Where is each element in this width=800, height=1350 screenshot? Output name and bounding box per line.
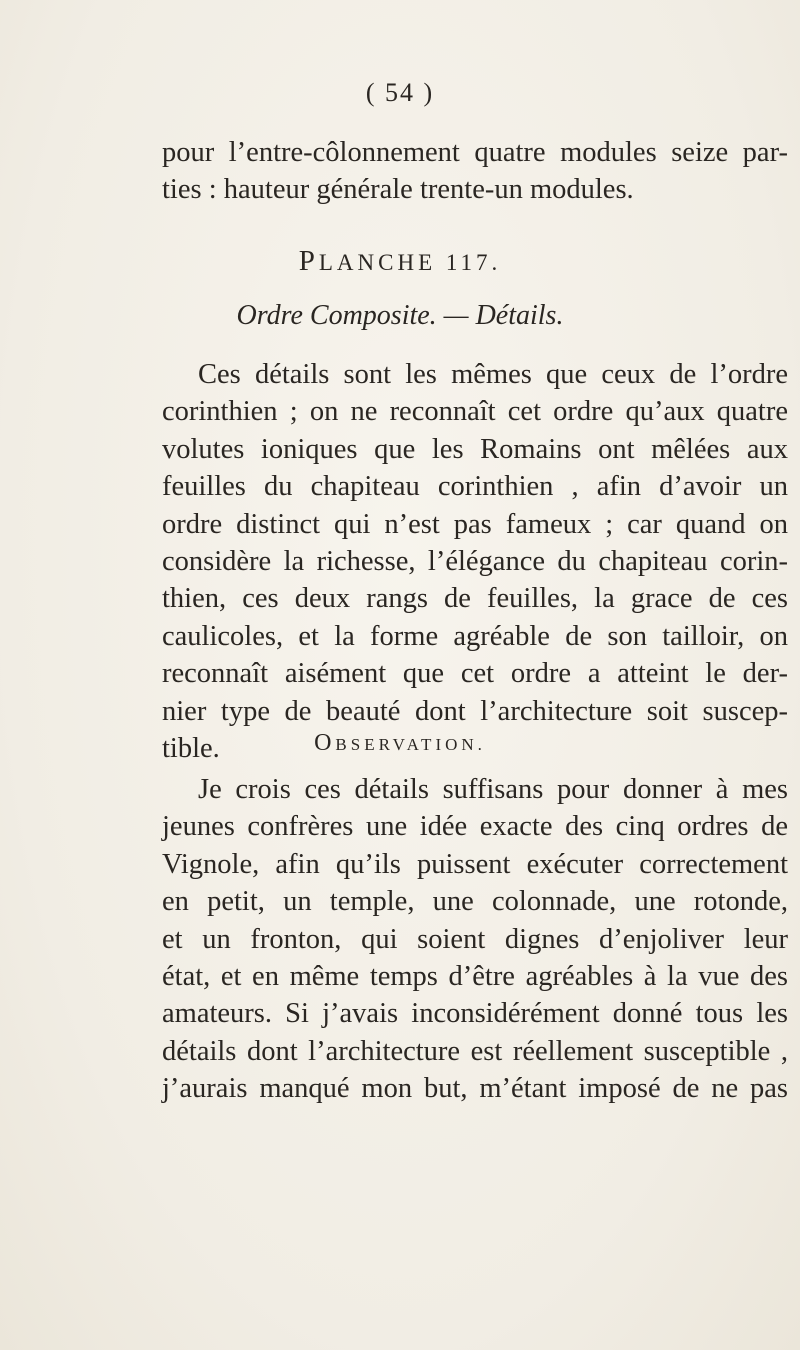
paragraph-observation [162,771,788,1108]
text-line: thien, ces deux rangs de feuilles, la grace de ces [162,583,788,615]
text-line: ties : hauteur générale trente-un modules. [162,174,634,206]
text-line: et un fronton, qui soient dignes d’enjoliver leur [162,923,788,955]
plate-heading-initial: P [298,245,319,277]
paragraph-details [162,356,788,767]
observation-heading-rest: BSERVATION. [335,735,486,754]
text-line: Ces détails sont les mêmes que ceux de l’ordre [198,359,788,390]
text-line: en petit, un temple, une colonnade, une rotonde, [162,886,788,918]
text-line: Vignole, afin qu’ils puissent exécuter correctement [162,848,788,880]
text-line: amateurs. Si j’avais inconsidérément donné tous les [162,998,788,1030]
text-line: état, et en même temps d’être agréables à la vue des [162,960,788,992]
text-line: feuilles du chapiteau corinthien , afin d’avoir un [162,471,788,503]
text-line: corinthien ; on ne reconnaît cet ordre qu’aux quatre [162,396,788,428]
text-line: détails dont l’architecture est réellement susceptible , [162,1035,788,1067]
text-line: volutes ioniques que les Romains ont mêlées aux [162,433,788,465]
text-line: j’aurais manqué mon but, m’étant imposé de ne pas [162,1073,788,1105]
text-line: caulicoles, et la forme agréable de son tailloir, on [162,620,788,652]
plate-heading-rest: LANCHE 117. [318,250,502,275]
text-line: Je crois ces détails suffisans pour donner à mes [198,774,788,805]
text-line: pour l’entre-côlonnement quatre modules seize par- [162,137,788,168]
text-line: reconnaît aisément que cet ordre a atteint le der- [162,658,788,690]
observation-heading [0,730,800,757]
text-line: jeunes confrères une idée exacte des cinq ordres de [162,811,788,843]
text-line: tible. [162,732,220,764]
text-line: considère la richesse, l’élégance du chapiteau corin- [162,545,788,577]
paragraph-continuation [162,134,788,209]
section-subtitle: Ordre Composite. — Détails. [236,300,564,331]
observation-heading-initial: O [314,730,336,756]
plate-heading [0,245,800,278]
text-line: ordre distinct qui n’est pas fameux ; car quand on [162,508,788,540]
text-line: nier type de beauté dont l’architecture soit suscep- [162,695,788,727]
page-number: ( 54 ) [365,78,435,107]
